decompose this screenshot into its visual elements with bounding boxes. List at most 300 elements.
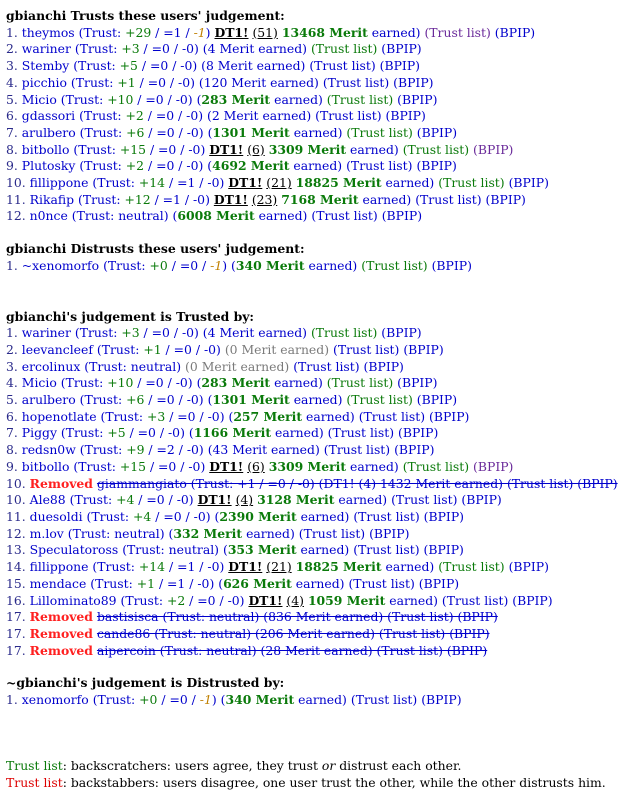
trust-list-link[interactable]: (Trust list) bbox=[310, 325, 378, 341]
trust-label: (Trust: bbox=[120, 592, 167, 608]
row-number: 13. bbox=[6, 542, 26, 558]
trust-page bbox=[6, 8, 621, 709]
list-item bbox=[6, 108, 621, 125]
trust-positive: +4 bbox=[116, 492, 135, 508]
trust-label: (Trust: bbox=[60, 91, 108, 107]
list-item bbox=[6, 442, 621, 459]
list-item bbox=[6, 175, 621, 192]
merit-count: 18825 Merit bbox=[295, 559, 382, 575]
user-link[interactable]: theymos bbox=[21, 24, 75, 40]
row-number: 1. bbox=[6, 325, 18, 341]
trust-neutral: / =2 / -0) bbox=[144, 442, 208, 458]
merit-earned: earned) bbox=[254, 208, 308, 224]
user-link[interactable]: Piggy bbox=[21, 425, 57, 441]
trust-label: (Trust: bbox=[96, 341, 144, 357]
trust-positive: +9 bbox=[126, 442, 145, 458]
trust-label: (Trust: neutral) bbox=[67, 525, 169, 541]
user-link[interactable]: fillippone bbox=[29, 559, 89, 575]
list-item bbox=[6, 258, 621, 275]
merit-earned: earned) bbox=[270, 375, 323, 391]
dt1-badge: DT1! bbox=[197, 492, 232, 508]
merit-open: ( bbox=[228, 408, 234, 424]
bpip-link[interactable]: (BPIP) bbox=[494, 24, 536, 40]
bpip-link[interactable]: (BPIP) bbox=[423, 542, 464, 558]
row-number: 8. bbox=[6, 442, 18, 458]
merit-open: ( bbox=[172, 208, 178, 224]
trust-list-link[interactable]: (Trust list) bbox=[309, 58, 376, 74]
merit-count: 1301 Merit bbox=[212, 124, 290, 140]
merit-earned: earned) bbox=[242, 525, 295, 541]
list-item bbox=[6, 75, 621, 92]
list-item bbox=[6, 609, 621, 626]
merit-earned: earned) bbox=[296, 508, 350, 524]
merit-earned: earned) bbox=[358, 191, 412, 207]
row-number: 2. bbox=[6, 341, 18, 357]
merit-earned: earned) bbox=[381, 175, 435, 191]
user-link[interactable]: Micio bbox=[21, 375, 57, 391]
merit-open: ( bbox=[196, 375, 202, 391]
trust-label: (Trust: bbox=[90, 575, 137, 591]
trust-list-link[interactable]: (Trust list) bbox=[402, 458, 470, 474]
trust-label: (Trust: bbox=[78, 191, 125, 207]
list-item bbox=[6, 25, 621, 42]
trust-negative: -1 bbox=[193, 24, 206, 40]
user-link[interactable]: picchio bbox=[21, 74, 67, 90]
row-number: 4. bbox=[6, 74, 18, 90]
trust-neutral: / =1 / -0) bbox=[165, 175, 229, 191]
trust-label: (Trust: bbox=[79, 158, 126, 174]
trust-label: (Trust: bbox=[79, 108, 126, 124]
trust-list-link[interactable]: (Trust list) bbox=[358, 408, 426, 424]
trust-neutral: / =1 / -0) bbox=[165, 559, 229, 575]
list-item bbox=[6, 342, 621, 359]
bpip-link[interactable]: (BPIP) bbox=[473, 458, 514, 474]
trust-label: (Trust: bbox=[103, 257, 150, 273]
merit-count: (2 Merit earned) bbox=[207, 108, 312, 124]
trust-list-link[interactable]: (Trust list) bbox=[353, 508, 420, 524]
trust-neutral: / =0 / -0) bbox=[144, 158, 208, 174]
row-number: 1. bbox=[6, 24, 18, 40]
bpip-link[interactable]: (BPIP) bbox=[508, 559, 549, 575]
trust-list-link[interactable]: (Trust list) bbox=[326, 375, 394, 391]
list-item bbox=[6, 359, 621, 376]
row-number: 8. bbox=[6, 141, 18, 157]
user-link[interactable]: ~xenomorfo bbox=[21, 257, 100, 273]
merit-count: 332 Merit bbox=[173, 525, 243, 541]
list-item bbox=[6, 576, 621, 593]
dt1-count: (51) bbox=[252, 24, 278, 40]
trust-neutral: / =0 / -0) bbox=[125, 425, 189, 441]
merit-count: 1059 Merit bbox=[307, 592, 386, 608]
row-number: 6. bbox=[6, 408, 18, 424]
list-item bbox=[6, 325, 621, 342]
trust-label: (Trust: bbox=[60, 375, 108, 391]
trust-list-link[interactable]: (Trust list) bbox=[402, 141, 470, 157]
merit-earned: earned) bbox=[367, 24, 421, 40]
trust-positive: +6 bbox=[126, 392, 145, 408]
trust-neutral: / =0 / bbox=[157, 692, 200, 708]
user-link[interactable]: fillippone bbox=[29, 175, 89, 191]
dt1-badge: DT1! bbox=[248, 592, 283, 608]
merit-earned: earned) bbox=[289, 392, 343, 408]
row-number: 10. bbox=[6, 175, 26, 191]
row-number: 17. bbox=[6, 609, 26, 625]
row-number: 9. bbox=[6, 158, 18, 174]
trust-close: ) bbox=[222, 257, 232, 273]
trust-neutral: / =0 / -0) bbox=[185, 592, 249, 608]
user-link[interactable]: wariner bbox=[21, 325, 71, 341]
merit-count: 2390 Merit bbox=[219, 508, 297, 524]
trust-positive: +0 bbox=[139, 692, 158, 708]
merit-open: ( bbox=[218, 575, 224, 591]
trust-label: (Trust: neutral) bbox=[71, 208, 173, 224]
user-link[interactable]: bitbollo bbox=[21, 458, 70, 474]
merit-count: 3128 Merit bbox=[257, 492, 335, 508]
row-number: 11. bbox=[6, 508, 26, 524]
trust-positive: +4 bbox=[133, 508, 152, 524]
trust-positive: +12 bbox=[124, 191, 151, 207]
merit-count: 3309 Merit bbox=[268, 141, 347, 157]
bpip-link[interactable]: (BPIP) bbox=[431, 257, 472, 273]
merit-earned: earned) bbox=[296, 542, 350, 558]
removed-entry: aipercoin (Trust: neutral) (28 Merit earned) (Trust list) (BPIP) bbox=[96, 642, 488, 658]
user-link[interactable]: Stemby bbox=[21, 58, 70, 74]
trust-label: (Trust: bbox=[92, 559, 139, 575]
row-number: 1. bbox=[6, 257, 18, 273]
trust-list-link[interactable]: (Trust list) bbox=[315, 108, 382, 124]
list-item bbox=[6, 92, 621, 109]
list-item bbox=[6, 509, 621, 526]
bpip-link[interactable]: (BPIP) bbox=[473, 141, 514, 157]
bpip-link[interactable]: (BPIP) bbox=[394, 442, 435, 458]
list-item bbox=[6, 375, 621, 392]
merit-earned: earned) bbox=[266, 74, 319, 90]
trust-list-link[interactable]: (Trust list) bbox=[348, 575, 415, 591]
user-link[interactable]: arulbero bbox=[21, 392, 76, 408]
distrusts-header: gbianchi Distrusts these users' judgement: bbox=[6, 241, 305, 257]
trust-positive: +15 bbox=[119, 141, 146, 157]
trust-neutral: / =0 / bbox=[167, 257, 211, 273]
merit-count: 13468 Merit bbox=[281, 24, 368, 40]
trust-label: (Trust: bbox=[100, 408, 147, 424]
row-number: 5. bbox=[6, 392, 18, 408]
bpip-link[interactable]: (BPIP) bbox=[397, 91, 438, 107]
merit-earned: earned) bbox=[302, 408, 355, 424]
list-item bbox=[6, 158, 621, 175]
trust-neutral: / =0 / -0) bbox=[135, 74, 199, 90]
user-link[interactable]: Ale88 bbox=[29, 492, 66, 508]
trust-positive: +3 bbox=[121, 41, 140, 57]
merit-count: 340 Merit bbox=[235, 257, 305, 273]
merit-earned: earned) bbox=[270, 91, 323, 107]
merit-earned: earned) bbox=[304, 257, 358, 273]
bpip-link[interactable]: (BPIP) bbox=[421, 692, 462, 708]
trust-neutral: / =0 / -0) bbox=[144, 392, 208, 408]
merit-open: ( bbox=[220, 692, 226, 708]
user-link[interactable]: leevancleef bbox=[21, 341, 93, 357]
removed-entry: cande86 (Trust: neutral) (206 Merit earned) (Trust list) (BPIP) bbox=[96, 625, 490, 641]
trust-list-link[interactable]: (Trust list) bbox=[322, 74, 390, 90]
merit-open: ( bbox=[168, 525, 174, 541]
bpip-link[interactable]: (BPIP) bbox=[393, 74, 434, 90]
trust-neutral: / =0 / -0) bbox=[146, 141, 210, 157]
trust-list-link[interactable]: (Trust list) bbox=[350, 692, 418, 708]
distrusted-by-header: ~gbianchi's judgement is Distrusted by: bbox=[6, 675, 285, 691]
legend-backscratchers bbox=[6, 758, 606, 775]
bpip-link[interactable]: (BPIP) bbox=[398, 425, 439, 441]
trust-neutral: / =0 / -0) bbox=[133, 91, 197, 107]
user-link[interactable]: redsn0w bbox=[21, 442, 76, 458]
list-item bbox=[6, 626, 621, 643]
bpip-link[interactable]: (BPIP) bbox=[381, 208, 423, 224]
list-item bbox=[6, 643, 621, 660]
list-item bbox=[6, 593, 621, 610]
merit-count: (43 Merit earned) bbox=[207, 442, 320, 458]
bpip-link[interactable]: (BPIP) bbox=[381, 41, 422, 57]
trust-list-link[interactable]: (Trust list) bbox=[323, 442, 391, 458]
merit-open: ( bbox=[231, 257, 236, 273]
bpip-link[interactable]: (BPIP) bbox=[416, 392, 458, 408]
trust-list-link[interactable]: (Trust list) bbox=[326, 91, 394, 107]
user-link[interactable]: mendace bbox=[29, 575, 87, 591]
merit-open: ( bbox=[196, 91, 202, 107]
trust-label: (Trust: bbox=[79, 392, 127, 408]
dt1-badge: DT1! bbox=[213, 191, 248, 207]
trust-positive: +6 bbox=[126, 124, 145, 140]
trusted-by-list bbox=[6, 325, 621, 659]
user-link[interactable]: arulbero bbox=[21, 124, 76, 140]
merit-count: 1301 Merit bbox=[212, 392, 290, 408]
trust-positive: +2 bbox=[166, 592, 186, 608]
bpip-link[interactable]: (BPIP) bbox=[416, 158, 457, 174]
merit-earned: earned) bbox=[346, 141, 399, 157]
list-item bbox=[6, 142, 621, 159]
legend-red-trust-list[interactable]: Trust list bbox=[6, 774, 63, 790]
row-number: 1. bbox=[6, 692, 18, 708]
dt1-badge: DT1! bbox=[209, 141, 244, 157]
merit-count: (0 Merit earned) bbox=[185, 358, 290, 374]
trust-list-link[interactable]: (Trust list) bbox=[353, 542, 420, 558]
trust-neutral: / =0 / -0) bbox=[151, 508, 215, 524]
user-link[interactable]: n0nce bbox=[29, 208, 68, 224]
trust-positive: +14 bbox=[138, 175, 166, 191]
merit-open: ( bbox=[207, 158, 213, 174]
user-link[interactable]: Plutosky bbox=[21, 158, 76, 174]
trust-neutral: / =0 / -0) bbox=[137, 58, 202, 74]
user-link[interactable]: Rikafip bbox=[29, 191, 75, 207]
trust-close: ) bbox=[211, 692, 221, 708]
user-link[interactable]: Speculatoross bbox=[29, 542, 119, 558]
trust-positive: +3 bbox=[146, 408, 166, 424]
trust-label: (Trust: bbox=[60, 425, 108, 441]
merit-count: 18825 Merit bbox=[295, 175, 382, 191]
row-number: 4. bbox=[6, 375, 18, 391]
list-item bbox=[6, 492, 621, 509]
trusts-list bbox=[6, 25, 621, 225]
bpip-link[interactable]: (BPIP) bbox=[369, 525, 410, 541]
trust-neutral: / =1 / -0) bbox=[150, 191, 214, 207]
row-number: 6. bbox=[6, 108, 18, 124]
row-number: 9. bbox=[6, 458, 18, 474]
trust-positive: +1 bbox=[136, 575, 155, 591]
trust-label: (Trust: bbox=[78, 24, 126, 40]
list-item bbox=[6, 392, 621, 409]
bpip-link[interactable]: (BPIP) bbox=[461, 492, 502, 508]
trust-list-link[interactable]: (Trust list) bbox=[327, 425, 395, 441]
legend bbox=[6, 758, 606, 791]
removed-label: Removed bbox=[29, 642, 93, 658]
trust-label: (Trust: bbox=[79, 442, 127, 458]
trust-neutral: / =1 / bbox=[151, 24, 194, 40]
trusted-by-header: gbianchi's judgement is Trusted by: bbox=[6, 308, 255, 324]
user-link[interactable]: m.lov bbox=[29, 525, 64, 541]
merit-open: ( bbox=[188, 425, 194, 441]
dt1-count: (4) bbox=[286, 592, 304, 608]
trusts-header: gbianchi Trusts these users' judgement: bbox=[6, 8, 285, 23]
list-item bbox=[6, 425, 621, 442]
bpip-link[interactable]: (BPIP) bbox=[403, 341, 444, 357]
row-number: 17. bbox=[6, 642, 26, 658]
row-number: 12. bbox=[6, 525, 26, 541]
trust-label: (Trust: bbox=[73, 58, 120, 74]
bpip-link[interactable]: (BPIP) bbox=[423, 508, 464, 524]
merit-earned: earned) bbox=[271, 425, 324, 441]
row-number: 11. bbox=[6, 191, 26, 207]
merit-earned: earned) bbox=[385, 592, 438, 608]
trust-label: (Trust: neutral) bbox=[122, 542, 223, 558]
legend-backstabbers bbox=[6, 775, 606, 792]
legend-or: or bbox=[321, 758, 336, 773]
user-link[interactable]: duesoldi bbox=[29, 508, 83, 524]
trust-neutral: / =0 / -0) bbox=[165, 408, 229, 424]
merit-count: 340 Merit bbox=[225, 692, 295, 708]
trust-label: (Trust: bbox=[92, 692, 140, 708]
trust-positive: +1 bbox=[143, 341, 162, 357]
row-number: 7. bbox=[6, 425, 18, 441]
bpip-link[interactable]: (BPIP) bbox=[508, 175, 549, 191]
merit-open: ( bbox=[222, 542, 228, 558]
trust-list-link[interactable]: (Trust list) bbox=[346, 158, 413, 174]
row-number: 3. bbox=[6, 358, 18, 374]
trust-neutral: / =0 / -0) bbox=[161, 341, 225, 357]
distrusts-list bbox=[6, 258, 621, 275]
trust-label: (Trust: bbox=[74, 325, 122, 341]
trust-neutral: / =0 / -0) bbox=[133, 375, 197, 391]
merit-open: ( bbox=[198, 74, 204, 90]
legend-green-text: : backscratchers: users agree, they trust bbox=[62, 758, 322, 773]
user-link[interactable]: Lillominato89 bbox=[29, 592, 117, 608]
list-item bbox=[6, 476, 621, 493]
merit-count: (4 Merit earned) bbox=[202, 41, 307, 57]
bpip-link[interactable]: (BPIP) bbox=[381, 325, 422, 341]
bpip-link[interactable]: (BPIP) bbox=[512, 592, 553, 608]
dt1-count: (4) bbox=[235, 492, 254, 508]
list-item bbox=[6, 692, 621, 709]
trust-label: (Trust: neutral) bbox=[84, 358, 186, 374]
trust-list-link[interactable]: (Trust list) bbox=[293, 358, 360, 374]
merit-count: 4692 Merit bbox=[212, 158, 290, 174]
user-link[interactable]: wariner bbox=[21, 41, 71, 57]
removed-label: Removed bbox=[29, 475, 93, 491]
trust-label: (Trust: bbox=[74, 41, 122, 57]
trust-positive: +2 bbox=[125, 108, 144, 124]
trust-negative: -1 bbox=[210, 257, 223, 273]
merit-earned: earned) bbox=[346, 458, 399, 474]
trust-list-link[interactable]: (Trust list) bbox=[391, 492, 458, 508]
trust-list-link[interactable]: (Trust list) bbox=[311, 208, 378, 224]
bpip-link[interactable]: (BPIP) bbox=[485, 191, 526, 207]
bpip-link[interactable]: (BPIP) bbox=[418, 575, 460, 591]
trust-positive: +10 bbox=[107, 91, 134, 107]
trust-list-link[interactable]: (Trust list) bbox=[361, 257, 428, 273]
bpip-link[interactable]: (BPIP) bbox=[416, 124, 458, 140]
trust-neutral: / =1 / -0) bbox=[155, 575, 219, 591]
bpip-link[interactable]: (BPIP) bbox=[397, 375, 438, 391]
removed-entry: giammangiato (Trust: +1 / =0 / -0) (DT1! (4) 1432 Merit earned) (Trust list) (BPIP) bbox=[96, 475, 618, 491]
user-link[interactable]: ercolinux bbox=[21, 358, 81, 374]
merit-open: ( bbox=[214, 508, 220, 524]
user-link[interactable]: Micio bbox=[21, 91, 57, 107]
removed-label: Removed bbox=[29, 625, 93, 641]
merit-earned: earned) bbox=[294, 692, 347, 708]
trust-label: (Trust: bbox=[92, 175, 139, 191]
list-item bbox=[6, 125, 621, 142]
user-link[interactable]: hopenotlate bbox=[21, 408, 97, 424]
bpip-link[interactable]: (BPIP) bbox=[363, 358, 404, 374]
row-number: 10. bbox=[6, 492, 26, 508]
trust-label: (Trust: bbox=[70, 74, 118, 90]
trust-positive: +14 bbox=[138, 559, 166, 575]
trust-positive: +3 bbox=[121, 325, 140, 341]
bpip-link[interactable]: (BPIP) bbox=[385, 108, 426, 124]
row-number: 16. bbox=[6, 592, 26, 608]
trust-list-link[interactable]: (Trust list) bbox=[424, 24, 491, 40]
trust-label: (Trust: bbox=[73, 458, 120, 474]
trust-list-link[interactable]: (Trust list) bbox=[310, 41, 378, 57]
removed-entry: bastisisca (Trust: neutral) (836 Merit earned) (Trust list) (BPIP) bbox=[96, 609, 498, 625]
list-item bbox=[6, 542, 621, 559]
trust-list-link[interactable]: (Trust list) bbox=[346, 124, 413, 140]
merit-count: (8 Merit earned) bbox=[201, 58, 306, 74]
trust-list-link[interactable]: (Trust list) bbox=[346, 392, 413, 408]
trust-positive: +5 bbox=[107, 425, 126, 441]
legend-green-trust-list[interactable]: Trust list bbox=[6, 758, 63, 773]
list-item bbox=[6, 41, 621, 58]
dt1-count: (23) bbox=[251, 191, 278, 207]
trust-positive: +1 bbox=[117, 74, 136, 90]
dt1-badge: DT1! bbox=[228, 559, 263, 575]
row-number: 10. bbox=[6, 475, 26, 491]
bpip-link[interactable]: (BPIP) bbox=[379, 58, 420, 74]
trust-list-link[interactable]: (Trust list) bbox=[438, 175, 505, 191]
merit-count: 257 Merit bbox=[233, 408, 303, 424]
merit-count: 353 Merit bbox=[227, 542, 297, 558]
legend-green-tail: distrust each other. bbox=[335, 758, 462, 773]
merit-count: (4 Merit earned) bbox=[202, 325, 307, 341]
trust-neutral: / =0 / -0) bbox=[144, 124, 208, 140]
user-link[interactable]: xenomorfo bbox=[21, 692, 89, 708]
bpip-link[interactable]: (BPIP) bbox=[429, 408, 470, 424]
user-link[interactable]: bitbollo bbox=[21, 141, 70, 157]
user-link[interactable]: gdassori bbox=[21, 108, 76, 124]
trust-list-link[interactable]: (Trust list) bbox=[415, 191, 482, 207]
trust-list-link[interactable]: (Trust list) bbox=[441, 592, 509, 608]
trust-positive: +5 bbox=[119, 58, 138, 74]
trust-list-link[interactable]: (Trust list) bbox=[298, 525, 366, 541]
trust-list-link[interactable]: (Trust list) bbox=[332, 341, 400, 357]
dt1-count: (6) bbox=[247, 141, 265, 157]
trust-list-link[interactable]: (Trust list) bbox=[438, 559, 505, 575]
